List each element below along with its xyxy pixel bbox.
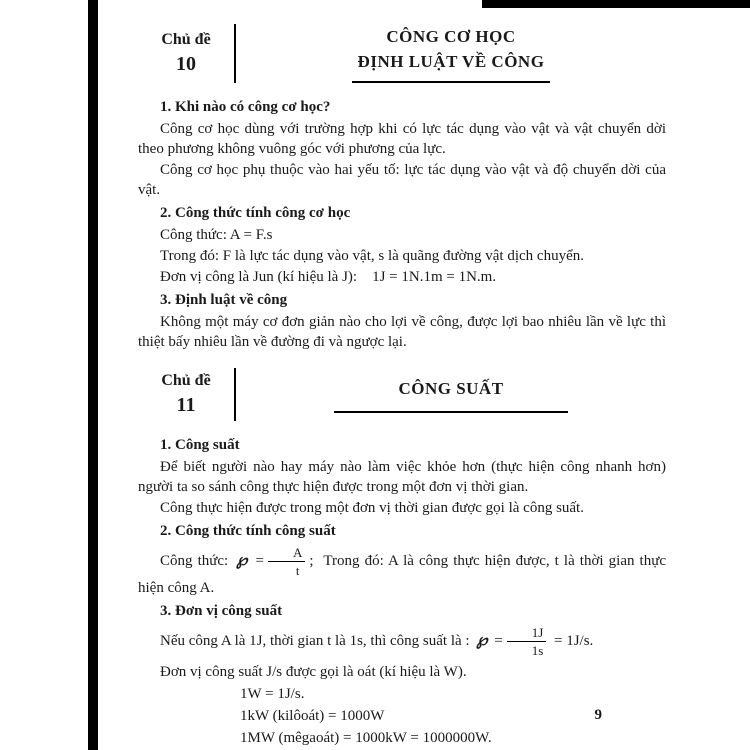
equals-sign: = bbox=[255, 552, 264, 569]
fraction-denominator: 1s bbox=[531, 643, 544, 658]
section-heading: 2. Công thức tính công suất bbox=[160, 523, 336, 539]
section-heading: 1. Khi nào có công cơ học? bbox=[160, 99, 331, 115]
chapter-11-title-block bbox=[236, 368, 666, 421]
section-heading: 3. Định luật về công bbox=[160, 292, 288, 308]
chapter-number: 10 bbox=[176, 53, 196, 75]
paragraph: Công cơ học dùng với trường hợp khi có lực tác dụng vào vật và vật chuyển dời theo phương không vuông góc với phương của lực. bbox=[138, 121, 666, 157]
unit-formula-paragraph bbox=[138, 625, 666, 658]
unit-conversion-line: 1W = 1J/s. bbox=[240, 686, 305, 702]
chapter-10-title-line2: ĐỊNH LUẬT VỀ CÔNG bbox=[352, 49, 551, 83]
formula-result: = 1J/s. bbox=[554, 632, 594, 649]
page-number: 9 bbox=[594, 707, 602, 723]
unit-conversion-line: 1kW (kilôoát) = 1000W bbox=[240, 708, 385, 724]
chapter-label: Chủ đề bbox=[161, 31, 211, 48]
fraction-denominator: t bbox=[295, 563, 300, 578]
power-symbol: ℘ bbox=[476, 631, 488, 649]
scan-artifact-left-bar bbox=[88, 0, 98, 750]
section-heading: 3. Đơn vị công suất bbox=[160, 603, 283, 619]
chapter-number: 11 bbox=[176, 394, 196, 416]
power-symbol: ℘ bbox=[236, 551, 248, 569]
page-column bbox=[138, 0, 666, 750]
fraction-numerator: 1J bbox=[507, 625, 547, 642]
chapter-10-title-block bbox=[236, 24, 666, 83]
formula-prefix: Nếu công A là 1J, thời gian t là 1s, thì công suất là : bbox=[160, 632, 470, 649]
fraction-numerator: A bbox=[268, 545, 305, 562]
equals-sign: = bbox=[494, 632, 503, 649]
fraction-1J-over-1s bbox=[507, 625, 547, 658]
paragraph: Để biết người nào hay máy nào làm việc khỏe hơn (thực hiện công nhanh hơn) người ta so sánh công thực hiện được trong một đơn vị thời gian. bbox=[138, 459, 666, 495]
chapter-header-11 bbox=[138, 368, 666, 421]
chapter-11-label-block bbox=[138, 368, 234, 421]
topic-10-body bbox=[138, 97, 666, 352]
paragraph: Trong đó: F là lực tác dụng vào vật, s là quãng đường vật dịch chuyển. bbox=[160, 248, 584, 264]
formula-line: Công thức: A = F.s bbox=[160, 227, 273, 243]
paragraph: Đơn vị công suất J/s được gọi là oát (kí hiệu là W). bbox=[160, 664, 467, 680]
section-heading: 1. Công suất bbox=[160, 437, 240, 453]
paragraph: Không một máy cơ đơn giản nào cho lợi về công, được lợi bao nhiêu lần về lực thì thiệt bấy nhiêu lần về đường đi và ngược lại. bbox=[138, 314, 666, 350]
paragraph: Công thực hiện được trong một đơn vị thời gian được gọi là công suất. bbox=[160, 500, 584, 516]
chapter-label: Chủ đề bbox=[161, 372, 211, 389]
unit-conversion-line: 1MW (mêgaoát) = 1000kW = 1000000W. bbox=[240, 730, 492, 746]
chapter-10-title-line1: CÔNG CƠ HỌC bbox=[386, 27, 516, 46]
paragraph: Đơn vị công là Jun (kí hiệu là J): 1J = 1N.1m = 1N.m. bbox=[160, 269, 497, 285]
fraction-A-over-t bbox=[268, 545, 305, 578]
topic-11-body bbox=[138, 435, 666, 748]
formula-prefix: Công thức: bbox=[160, 552, 229, 569]
chapter-10-label-block bbox=[138, 24, 234, 83]
power-formula-paragraph bbox=[138, 545, 666, 598]
chapter-header-10 bbox=[138, 24, 666, 83]
section-heading: 2. Công thức tính công cơ học bbox=[160, 205, 351, 221]
chapter-11-title: CÔNG SUẤT bbox=[334, 376, 567, 413]
paragraph: Công cơ học phụ thuộc vào hai yếu tố: lực tác dụng vào vật và độ chuyển dời của vật. bbox=[138, 162, 666, 198]
formula-suffix: ; Trong đó: A là công thực hiện được, t là thời gian thực hiện công A. bbox=[138, 552, 666, 596]
